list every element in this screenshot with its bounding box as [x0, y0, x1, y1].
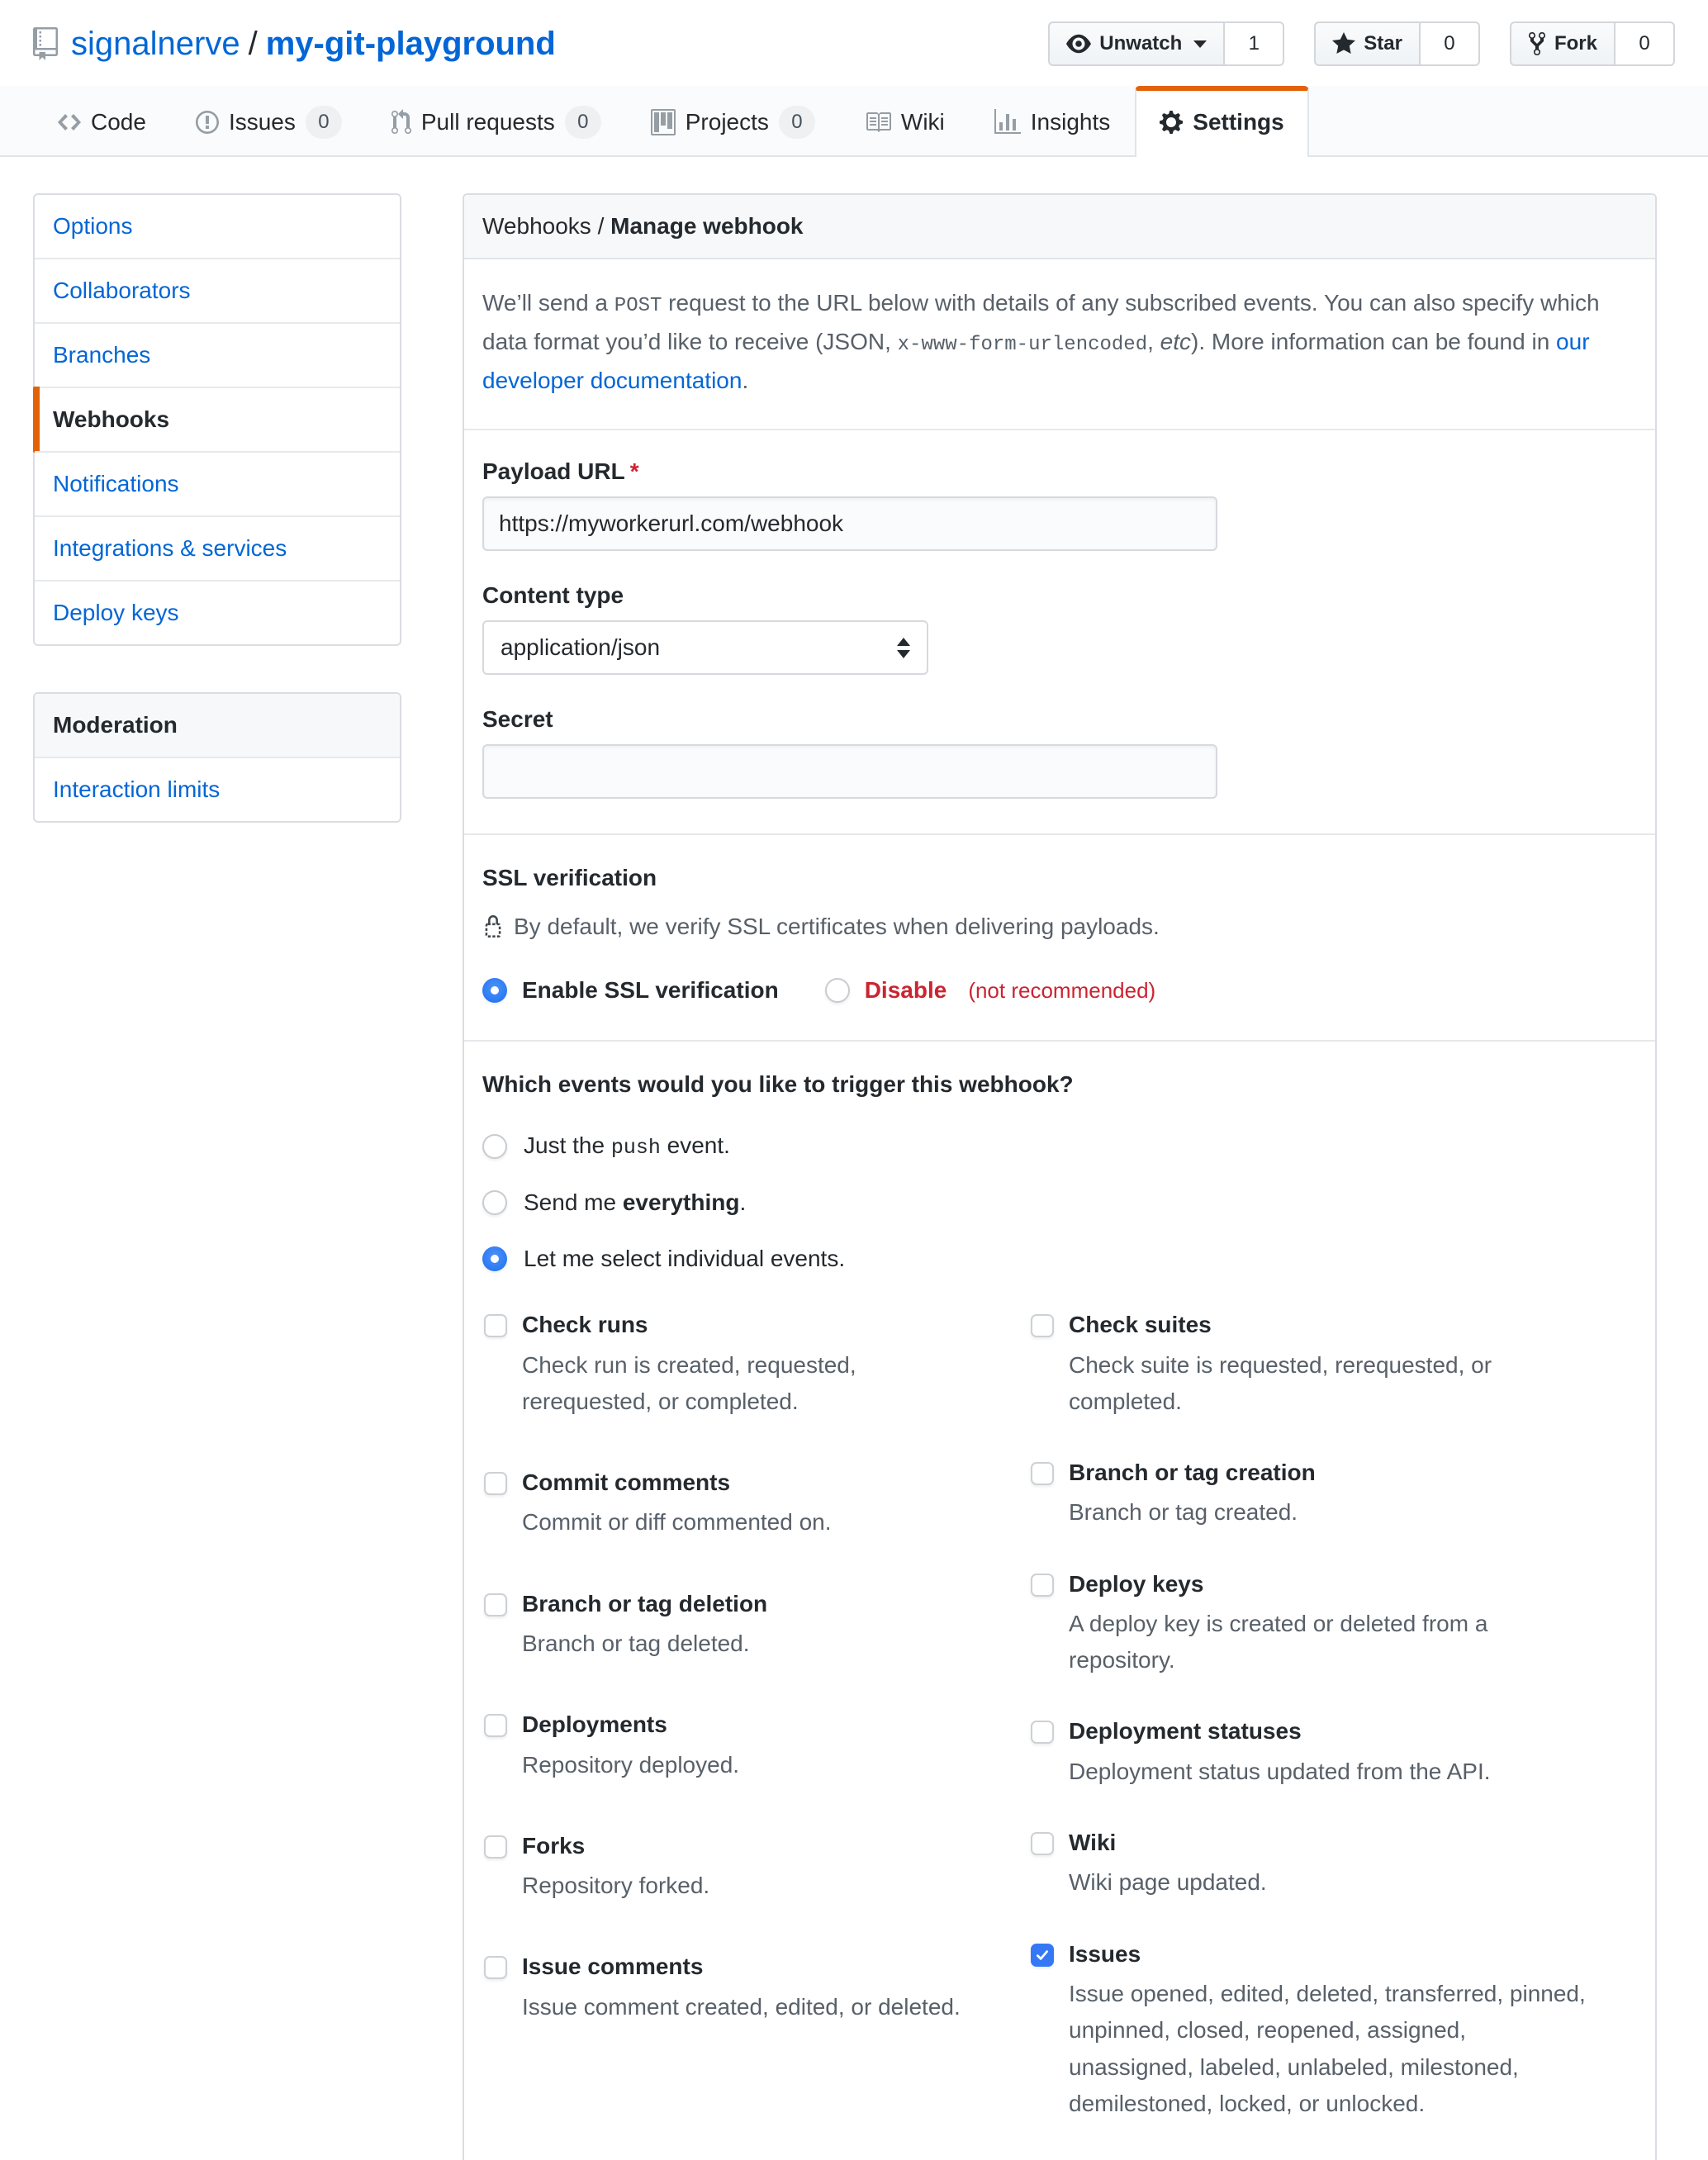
issue-comments-checkbox[interactable]	[484, 1956, 507, 1979]
pull-requests-count-badge: 0	[565, 106, 601, 139]
ssl-note: By default, we verify SSL certificates when delivering payloads.	[482, 913, 1637, 941]
repo-nav	[0, 86, 1708, 157]
event-item-deployments: Deployments Repository deployed.	[484, 1710, 980, 1783]
event-item-branch-tag-creation: Branch or tag creation Branch or tag created.	[1031, 1458, 1592, 1531]
radio-icon[interactable]	[482, 1190, 507, 1215]
disable-ssl-radio[interactable]: Disable (not recommended)	[825, 977, 1156, 1004]
secret-label: Secret	[482, 706, 553, 733]
watch-button-group	[1048, 21, 1284, 66]
not-recommended-note: (not recommended)	[968, 977, 1156, 1003]
branch-tag-creation-checkbox[interactable]	[1031, 1462, 1054, 1485]
event-item-check-suites: Check suites Check suite is requested, rerequested, or completed.	[1031, 1310, 1592, 1420]
unwatch-button[interactable]: Unwatch	[1048, 21, 1225, 66]
event-item-check-runs: Check runs Check run is created, requested, rerequested, or completed.	[484, 1310, 980, 1420]
fork-icon	[1528, 31, 1546, 57]
stargazers-count[interactable]: 0	[1421, 21, 1480, 66]
tab-code[interactable]: Code	[33, 86, 171, 157]
issue-opened-icon	[196, 109, 219, 135]
deployments-checkbox[interactable]	[484, 1714, 507, 1737]
webhook-panel	[463, 193, 1657, 2160]
radio-icon[interactable]	[482, 1134, 507, 1159]
tab-projects[interactable]: Projects 0	[626, 86, 840, 157]
event-checkbox-grid	[482, 1310, 1637, 2160]
developer-documentation-link[interactable]: our developer documentation	[482, 328, 1590, 393]
sidebar-item-options[interactable]: Options	[53, 213, 133, 239]
required-asterisk: *	[629, 458, 639, 485]
repo-header	[0, 0, 1708, 86]
event-item-issue-comments: Issue comments Issue comment created, edited, or deleted.	[484, 1952, 980, 2025]
event-item-forks: Forks Repository forked.	[484, 1831, 980, 1905]
payload-url-input[interactable]	[482, 496, 1217, 551]
sidebar-item-deploy-keys[interactable]: Deploy keys	[35, 580, 400, 644]
issues-checkbox[interactable]	[1031, 1944, 1054, 1967]
star-button-group	[1314, 21, 1480, 66]
event-item-deployment-statuses: Deployment statuses Deployment status updated from the API.	[1031, 1716, 1592, 1790]
caret-down-icon	[1193, 40, 1207, 48]
sidebar-item-webhooks[interactable]: Webhooks	[35, 387, 400, 451]
repo-title	[33, 26, 556, 63]
branch-tag-deletion-checkbox[interactable]	[484, 1593, 507, 1616]
sidebar-item-interaction-limits[interactable]: Interaction limits	[53, 776, 221, 802]
project-icon	[651, 109, 676, 135]
star-icon	[1332, 31, 1355, 57]
book-icon	[865, 109, 891, 135]
pull-request-icon	[391, 109, 411, 135]
breadcrumb-separator: /	[591, 213, 611, 239]
secret-input[interactable]	[482, 744, 1217, 799]
event-item-branch-tag-deletion: Branch or tag deletion Branch or tag deleted.	[484, 1589, 980, 1663]
breadcrumb-webhooks[interactable]: Webhooks	[482, 213, 591, 239]
radio-icon[interactable]	[482, 1246, 507, 1271]
breadcrumb	[464, 195, 1655, 259]
eye-icon	[1066, 31, 1091, 56]
repo-name-link[interactable]: my-git-playground	[265, 25, 556, 62]
watchers-count[interactable]: 1	[1225, 21, 1284, 66]
forks-checkbox[interactable]	[484, 1835, 507, 1859]
content-type-label: Content type	[482, 582, 624, 609]
repo-actions	[1048, 21, 1675, 66]
events-title: Which events would you like to trigger this webhook?	[482, 1071, 1074, 1098]
webhook-description: We’ll send a POST request to the URL below with details of any subscribed events. You can also specify which data format you’d like to receive (JSON, x-www-form-urlencoded, etc). More information can be found in our developer documentation.	[482, 290, 1600, 393]
sidebar-item-notifications[interactable]: Notifications	[35, 451, 400, 515]
tab-insights[interactable]: Insights	[970, 86, 1136, 157]
moderation-header: Moderation	[35, 694, 400, 758]
event-item-wiki: Wiki Wiki page updated.	[1031, 1828, 1592, 1901]
fork-button[interactable]: Fork	[1510, 21, 1615, 66]
graph-icon	[994, 109, 1021, 135]
repo-title-separator: /	[248, 25, 258, 62]
radio-icon[interactable]	[825, 978, 850, 1003]
select-arrows-icon	[897, 638, 910, 658]
event-item-deploy-keys: Deploy keys A deploy key is created or deleted from a repository.	[1031, 1569, 1592, 1679]
deployment-statuses-checkbox[interactable]	[1031, 1721, 1054, 1744]
sidebar-item-integrations-services[interactable]: Integrations & services	[35, 515, 400, 580]
enable-ssl-radio[interactable]: Enable SSL verification	[482, 977, 779, 1004]
tab-issues[interactable]: Issues 0	[171, 86, 367, 157]
deploy-keys-checkbox[interactable]	[1031, 1574, 1054, 1597]
lock-icon	[482, 913, 504, 941]
tab-settings[interactable]: Settings	[1135, 86, 1308, 157]
forks-count[interactable]: 0	[1615, 21, 1675, 66]
moderation-menu	[33, 692, 401, 823]
fork-button-group	[1510, 21, 1675, 66]
check-runs-checkbox[interactable]	[484, 1314, 507, 1337]
commit-comments-checkbox[interactable]	[484, 1472, 507, 1495]
content-type-value: application/json	[501, 634, 661, 661]
settings-menu	[33, 193, 401, 646]
event-item-issues: Issues Issue opened, edited, deleted, transferred, pinned, unpinned, closed, reopened, assigned, unassigned, labeled, unlabeled, milestoned, demilestoned, locked, or unlocked.	[1031, 1939, 1592, 2122]
content-type-select[interactable]	[482, 620, 928, 675]
radio-icon[interactable]	[482, 978, 507, 1003]
sidebar-item-collaborators[interactable]: Collaborators	[35, 258, 400, 322]
repo-owner-link[interactable]: signalnerve	[71, 25, 240, 62]
post-code: POST	[614, 295, 662, 317]
event-item-commit-comments: Commit comments Commit or diff commented on.	[484, 1468, 980, 1541]
sidebar-item-branches[interactable]: Branches	[35, 322, 400, 387]
code-icon	[58, 109, 81, 135]
urlencoded-code: x-www-form-urlencoded	[897, 333, 1148, 356]
ssl-verification-title: SSL verification	[482, 865, 657, 891]
tab-wiki[interactable]: Wiki	[840, 86, 970, 157]
star-button[interactable]: Star	[1314, 21, 1421, 66]
settings-sidebar	[33, 193, 401, 823]
breadcrumb-page-title: Manage webhook	[610, 213, 804, 239]
repo-icon	[33, 27, 58, 60]
gear-icon	[1160, 109, 1183, 135]
just-push-event-radio[interactable]: Just the push event.	[482, 1132, 1637, 1160]
send-everything-radio[interactable]: Send me everything.	[482, 1189, 1637, 1216]
select-individual-events-radio[interactable]: Let me select individual events.	[482, 1246, 1637, 1272]
payload-url-label: Payload URL *	[482, 458, 639, 485]
wiki-checkbox[interactable]	[1031, 1832, 1054, 1855]
check-suites-checkbox[interactable]	[1031, 1314, 1054, 1337]
tab-pull-requests[interactable]: Pull requests 0	[367, 86, 626, 157]
issues-count-badge: 0	[306, 106, 342, 139]
projects-count-badge: 0	[779, 106, 815, 139]
